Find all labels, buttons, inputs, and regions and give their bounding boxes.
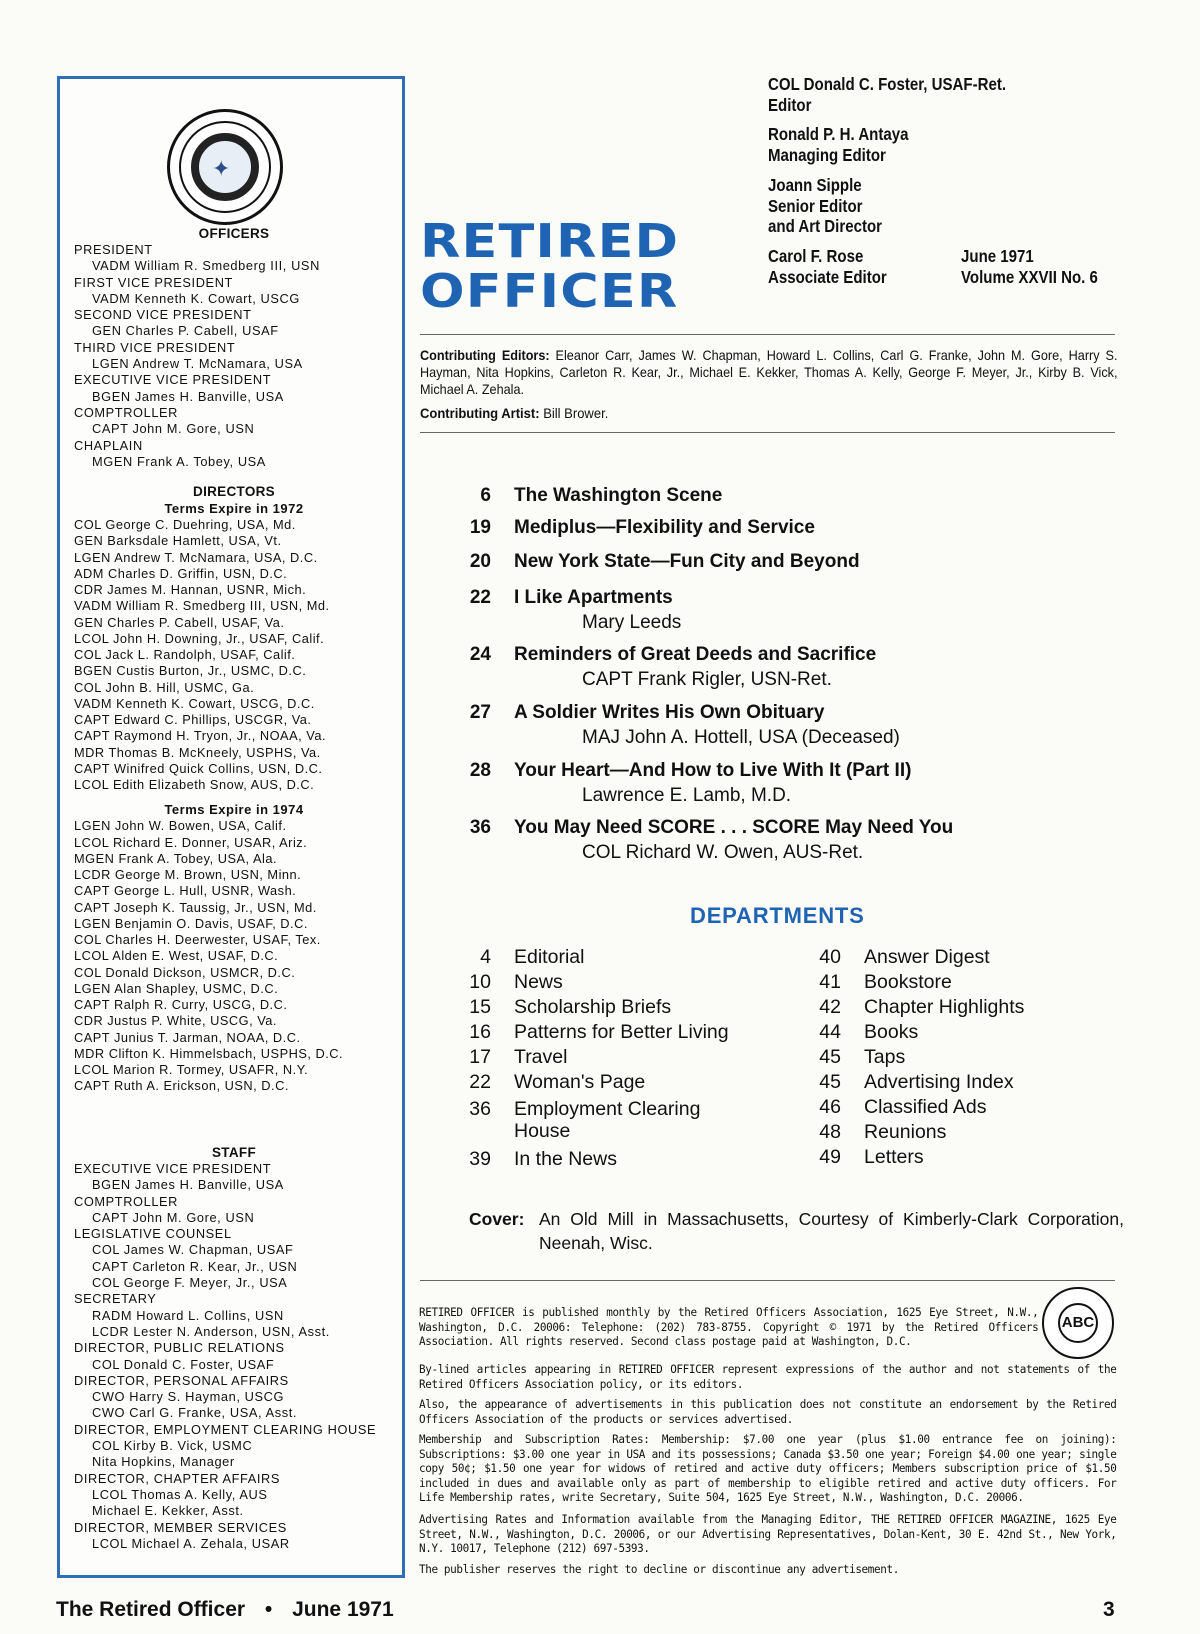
toc-entry: [458, 517, 1118, 543]
toc-article-author: MAJ John A. Hottell, USA (Deceased): [582, 727, 900, 748]
officer-name: LGEN Andrew T. McNamara, USA: [92, 356, 303, 372]
toc-entry: [458, 702, 1118, 752]
director-entry: LGEN Benjamin O. Davis, USAF, D.C.: [74, 915, 308, 931]
divider: [420, 334, 1115, 335]
staff-role: LEGISLATIVE COUNSEL: [74, 1226, 232, 1242]
department-item: [808, 1095, 1108, 1119]
officer-role: EXECUTIVE VICE PRESIDENT: [74, 372, 272, 388]
directors-1974-list: [74, 818, 394, 1094]
department-item: [458, 945, 758, 969]
officer-role: THIRD VICE PRESIDENT: [74, 339, 236, 355]
director-entry: CAPT Edward C. Phillips, USCGR, Va.: [74, 712, 312, 727]
director-entry: COL Donald Dickson, USMCR, D.C.: [74, 964, 296, 980]
editor-credit: [768, 74, 1006, 115]
department-label-continued: House: [514, 1120, 571, 1142]
department-item: [458, 970, 758, 994]
running-footer: [56, 1598, 394, 1622]
toc-article-title: You May Need SCORE . . . SCORE May Need You: [514, 817, 954, 838]
department-page: 41: [819, 971, 841, 993]
toc-page-number: 24: [469, 644, 491, 665]
director-entry: GEN Charles P. Cabell, USAF, Va.: [74, 614, 285, 630]
staff-name: LCOL Thomas A. Kelly, AUS: [92, 1486, 268, 1502]
senior-editor-name: Joann Sipple: [768, 175, 862, 195]
cover-credit: [469, 1207, 1129, 1253]
department-label: In the News: [514, 1148, 617, 1170]
contributing-artist-name: Bill Brower.: [543, 405, 609, 421]
department-item: [808, 945, 1108, 969]
staff-role: EXECUTIVE VICE PRESIDENT: [74, 1161, 272, 1176]
director-entry: LGEN John W. Bowen, USA, Calif.: [74, 818, 287, 834]
director-entry: VADM William R. Smedberg III, USN, Md.: [74, 598, 330, 614]
associate-editor-title: Associate Editor: [768, 266, 887, 287]
officer-name: BGEN James H. Banville, USA: [92, 388, 284, 404]
toc-article-title: Mediplus—Flexibility and Service: [514, 517, 815, 538]
department-label: Employment Clearing: [514, 1098, 701, 1120]
director-entry: LCOL John H. Downing, Jr., USAF, Calif.: [74, 630, 325, 646]
footer-publication: The Retired Officer: [56, 1598, 246, 1621]
senior-editor-credit: [768, 175, 882, 237]
staff-name: COL James W. Chapman, USAF: [92, 1242, 294, 1258]
department-page: 4: [480, 946, 491, 968]
department-label: Patterns for Better Living: [514, 1021, 729, 1043]
director-entry: ADM Charles D. Griffin, USN, D.C.: [74, 565, 288, 581]
department-page: 48: [819, 1121, 841, 1143]
officer-name: MGEN Frank A. Tobey, USA: [92, 453, 266, 469]
director-entry: MDR Clifton K. Himmelsbach, USPHS, D.C.: [74, 1045, 344, 1061]
contributing-artist-label: Contributing Artist:: [420, 405, 540, 421]
directors-heading: DIRECTORS: [193, 484, 275, 499]
department-label: Reunions: [864, 1121, 947, 1143]
department-page: 16: [469, 1021, 491, 1043]
department-page: 15: [469, 996, 491, 1018]
staff-role: COMPTROLLER: [74, 1193, 179, 1209]
director-entry: COL George C. Duehring, USA, Md.: [74, 517, 296, 532]
advertising-rates: Advertising Rates and Information available from the Managing Editor, THE RETIRED OFFICER MAGAZINE, 1625 Eye Street, N.W., Washington, D.C. 20006, or our Advertising Representatives, Dolan-Kent, 30 E. 42nd St., New York, N.Y. 10017, Telephone (212) 697-5393.: [419, 1512, 1117, 1555]
department-item: [458, 1020, 758, 1044]
director-entry: MGEN Frank A. Tobey, USA, Ala.: [74, 850, 277, 866]
director-entry: LCOL Richard E. Donner, USAR, Ariz.: [74, 834, 308, 850]
staff-name: COL Donald C. Foster, USAF: [92, 1356, 275, 1372]
associate-editor-name: Carol F. Rose: [768, 246, 864, 266]
issue-volume: Volume XXVII No. 6: [961, 266, 1098, 287]
department-item: [808, 970, 1108, 994]
toc-page-number: 27: [469, 702, 491, 723]
toc-entry: [458, 760, 1118, 810]
officer-role: SECOND VICE PRESIDENT: [74, 307, 252, 323]
terms-1974-heading: Terms Expire in 1974: [164, 802, 304, 818]
officer-role: PRESIDENT: [74, 242, 153, 257]
director-entry: CDR James M. Hannan, USNR, Mich.: [74, 582, 307, 597]
department-page: 22: [469, 1071, 491, 1093]
department-page: 49: [819, 1146, 841, 1168]
page-number: 3: [1103, 1598, 1115, 1621]
contributing-editors-label: Contributing Editors:: [420, 348, 550, 363]
department-page: 45: [819, 1046, 841, 1068]
department-item: [808, 1070, 1108, 1094]
toc-entry: [458, 817, 1118, 867]
director-entry: CAPT George L. Hull, USNR, Wash.: [74, 883, 297, 899]
staff-name: CAPT Carleton R. Kear, Jr., USN: [92, 1258, 298, 1274]
toc-article-title: The Washington Scene: [514, 485, 723, 506]
staff-role: DIRECTOR, EMPLOYMENT CLEARING HOUSE: [74, 1421, 377, 1437]
senior-editor-title: Senior Editor: [768, 195, 863, 216]
department-page: 40: [819, 946, 841, 968]
department-item: [458, 1097, 758, 1142]
staff-name: COL Kirby B. Vick, USMC: [92, 1438, 253, 1454]
toc-entry: [458, 485, 1118, 511]
officer-role: FIRST VICE PRESIDENT: [74, 274, 233, 290]
department-page: 39: [469, 1148, 491, 1170]
membership-rates: Membership and Subscription Rates: Membership: $7.00 one year (plus $1.00 entrance fee on joining): Subscriptions: $3.00 one year in USA and its possessions; Canada $3.50 one year; Foreign $4.00 one year; single copy 50¢; $1.50 one year for widows of retired and active duty officers; Members subscription price of $1.50 included in dues and available only as part of membership to eligible retired and active duty officers. For Life Membership rates, write Secretary, Suite 504, 1625 Eye Street, N.W., Washington, D.C. 20006.: [419, 1432, 1117, 1504]
director-entry: GEN Barksdale Hamlett, USA, Vt.: [74, 533, 282, 549]
editor-name: COL Donald C. Foster, USAF-Ret.: [768, 74, 1007, 94]
director-entry: LCOL Alden E. West, USAF, D.C.: [74, 948, 279, 964]
toc-article-title: A Soldier Writes His Own Obituary: [514, 702, 825, 723]
toc-page-number: 22: [469, 587, 491, 608]
toc-article-author: CAPT Frank Rigler, USN-Ret.: [582, 669, 832, 690]
staff-role: DIRECTOR, MEMBER SERVICES: [74, 1519, 287, 1535]
director-entry: VADM Kenneth K. Cowart, USCG, D.C.: [74, 695, 315, 711]
publication-notice: RETIRED OFFICER is published monthly by the Retired Officers Association, 1625 Eye Street, N.W., Washington, D.C. 20006: Telephone: (202) 783-8755. Copyright © 1971 by the Retired Officers Association. All rights reserved. Second class postage paid at Washington, D.C.: [419, 1305, 1039, 1348]
contributing-editors-list: Eleanor Carr, James W. Chapman, Howard L. Collins, Carl G. Franke, John M. Gore, Harry S. Hayman, Nita Hopkins, Carleton R. Kear, Jr., Michael E. Kekker, Thomas A. Kelly, George F. Meyer, Jr., Kirby B. Vick, Michael A. Zehala.: [420, 348, 1118, 397]
abc-badge-text: ABC: [1058, 1303, 1098, 1343]
department-page: 36: [469, 1098, 491, 1120]
staff-name: CAPT John M. Gore, USN: [92, 1209, 255, 1225]
department-label: Editorial: [514, 946, 585, 968]
department-page: 46: [819, 1096, 841, 1118]
toc-page-number: 28: [469, 760, 491, 781]
toc-article-title: I Like Apartments: [514, 587, 673, 608]
staff-list: [74, 1161, 394, 1552]
staff-name: CWO Harry S. Hayman, USCG: [92, 1389, 285, 1405]
department-item: [808, 995, 1108, 1019]
director-entry: CAPT Raymond H. Tryon, Jr., NOAA, Va.: [74, 728, 326, 744]
toc-article-title: Reminders of Great Deeds and Sacrifice: [514, 644, 877, 665]
department-item: [458, 1147, 758, 1171]
title-line-retired: RETIRED: [420, 214, 680, 268]
department-item: [808, 1120, 1108, 1144]
department-label: Taps: [864, 1046, 906, 1068]
officer-name: VADM Kenneth K. Cowart, USCG: [92, 290, 300, 306]
publisher-rights: The publisher reserves the right to decline or discontinue any advertisement.: [419, 1562, 899, 1576]
department-item: [458, 1045, 758, 1069]
department-label: Bookstore: [864, 971, 952, 993]
managing-editor-credit: [768, 124, 909, 165]
toc-article-title: New York State—Fun City and Beyond: [514, 551, 860, 572]
department-item: [458, 1070, 758, 1094]
cover-label: Cover:: [469, 1209, 525, 1229]
issue-date: June 1971: [961, 246, 1034, 266]
officer-role: CHAPLAIN: [74, 437, 143, 453]
department-label: Scholarship Briefs: [514, 996, 672, 1018]
director-entry: MDR Thomas B. McKneely, USPHS, Va.: [74, 744, 321, 760]
toc-page-number: 6: [480, 485, 491, 506]
staff-name: RADM Howard L. Collins, USN: [92, 1307, 284, 1323]
bylined-notice: By-lined articles appearing in RETIRED OFFICER represent expressions of the author and not statements of the Retired Officers Association policy, or its editors.: [419, 1362, 1117, 1391]
staff-role: DIRECTOR, PUBLIC RELATIONS: [74, 1340, 285, 1356]
director-entry: CDR Justus P. White, USCG, Va.: [74, 1013, 277, 1029]
issue-info: [961, 246, 1098, 287]
officer-name: VADM William R. Smedberg III, USN: [92, 258, 320, 274]
officer-name: GEN Charles P. Cabell, USAF: [92, 323, 279, 339]
department-label: Classified Ads: [864, 1096, 987, 1118]
staff-name: LCOL Michael A. Zehala, USAR: [92, 1535, 290, 1551]
contributing-artist: [420, 405, 608, 421]
director-entry: LGEN Andrew T. McNamara, USA, D.C.: [74, 549, 318, 565]
director-entry: CAPT Ruth A. Erickson, USN, D.C.: [74, 1078, 289, 1094]
officer-role: COMPTROLLER: [74, 404, 179, 420]
director-entry: LCOL Edith Elizabeth Snow, AUS, D.C.: [74, 777, 315, 792]
magazine-title: [420, 216, 751, 316]
department-label: Chapter Highlights: [864, 996, 1025, 1018]
managing-editor-title: Managing Editor: [768, 144, 886, 165]
officer-name: CAPT John M. Gore, USN: [92, 421, 255, 437]
toc-page-number: 19: [469, 517, 491, 538]
staff-name: LCDR Lester N. Anderson, USN, Asst.: [92, 1323, 330, 1339]
department-item: [458, 995, 758, 1019]
staff-role: SECRETARY: [74, 1291, 157, 1307]
director-entry: LCOL Marion R. Tormey, USAFR, N.Y.: [74, 1062, 309, 1077]
sidebar-panel: [57, 76, 405, 1578]
advertising-disclaimer: Also, the appearance of advertisements in this publication does not constitute an endorsement by the Retired Officers Association of the products or services advertised.: [419, 1397, 1117, 1426]
staff-name: Michael E. Kekker, Asst.: [92, 1503, 244, 1519]
staff-name: COL George F. Meyer, Jr., USA: [92, 1275, 288, 1291]
staff-role: DIRECTOR, PERSONAL AFFAIRS: [74, 1372, 289, 1388]
director-entry: COL John B. Hill, USMC, Ga.: [74, 679, 255, 695]
toc-entry: [458, 587, 1118, 637]
toc-article-author: Mary Leeds: [582, 612, 682, 633]
department-label: Answer Digest: [864, 946, 990, 968]
department-page: 10: [469, 971, 491, 993]
director-entry: CAPT Winifred Quick Collins, USN, D.C.: [74, 760, 323, 776]
director-entry: LGEN Alan Shapley, USMC, D.C.: [74, 980, 279, 996]
department-label: Books: [864, 1021, 919, 1043]
art-director-title: and Art Director: [768, 216, 883, 236]
toc-page-number: 20: [469, 551, 491, 572]
staff-name: CWO Carl G. Franke, USA, Asst.: [92, 1405, 298, 1421]
cover-text: An Old Mill in Massachusetts, Courtesy of Kimberly-Clark Corporation, Neenah, Wisc.: [539, 1209, 1124, 1253]
divider: [420, 432, 1115, 433]
officers-heading: OFFICERS: [198, 226, 270, 241]
department-item: [808, 1145, 1108, 1169]
associate-editor-credit: [768, 246, 887, 287]
toc-article-author: Lawrence E. Lamb, M.D.: [582, 785, 792, 806]
department-page: 42: [819, 996, 841, 1018]
department-page: 17: [469, 1046, 491, 1068]
managing-editor-name: Ronald P. H. Antaya: [768, 124, 909, 144]
contributing-editors: [420, 347, 1118, 398]
department-label: News: [514, 971, 563, 993]
terms-1972-heading: Terms Expire in 1972: [164, 501, 304, 516]
toc-entry: [458, 644, 1118, 694]
footer-date: June 1971: [292, 1598, 394, 1621]
department-page: 44: [819, 1021, 841, 1043]
departments-heading: DEPARTMENTS: [690, 903, 865, 928]
toc-article-title: Your Heart—And How to Live With It (Part II): [514, 760, 912, 781]
staff-role: DIRECTOR, CHAPTER AFFAIRS: [74, 1470, 281, 1486]
director-entry: LCDR George M. Brown, USN, Minn.: [74, 867, 302, 882]
toc-entry: [458, 551, 1118, 577]
director-entry: BGEN Custis Burton, Jr., USMC, D.C.: [74, 663, 307, 679]
department-label: Advertising Index: [864, 1071, 1014, 1093]
title-line-officer: OFFICER: [420, 264, 679, 318]
officers-section: [74, 225, 394, 470]
staff-name: BGEN James H. Banville, USA: [92, 1177, 284, 1193]
director-entry: COL Charles H. Deerwester, USAF, Tex.: [74, 932, 321, 947]
department-item: [808, 1020, 1108, 1044]
divider: [420, 1280, 1115, 1281]
director-entry: CAPT Junius T. Jarman, NOAA, D.C.: [74, 1029, 301, 1045]
editor-title: Editor: [768, 94, 812, 115]
abc-audit-badge-icon: [1042, 1287, 1114, 1359]
department-label: Travel: [514, 1046, 568, 1068]
directors-section: [74, 483, 394, 1095]
staff-section: [74, 1144, 394, 1552]
toc-page-number: 36: [469, 817, 491, 838]
department-label: Woman's Page: [514, 1071, 646, 1093]
toc-article-author: COL Richard W. Owen, AUS-Ret.: [582, 842, 864, 863]
director-entry: CAPT Joseph K. Taussig, Jr., USN, Md.: [74, 899, 317, 915]
department-item: [808, 1045, 1108, 1069]
director-entry: COL Jack L. Randolph, USAF, Calif.: [74, 647, 296, 662]
staff-name: Nita Hopkins, Manager: [92, 1454, 235, 1470]
department-label: Letters: [864, 1146, 924, 1168]
footer-separator: •: [264, 1598, 273, 1621]
staff-heading: STAFF: [212, 1145, 256, 1160]
director-entry: CAPT Ralph R. Curry, USCG, D.C.: [74, 997, 288, 1012]
directors-1972-list: [74, 517, 394, 793]
officers-list: [74, 242, 394, 470]
association-seal-icon: ✦: [167, 109, 283, 225]
department-page: 45: [819, 1071, 841, 1093]
